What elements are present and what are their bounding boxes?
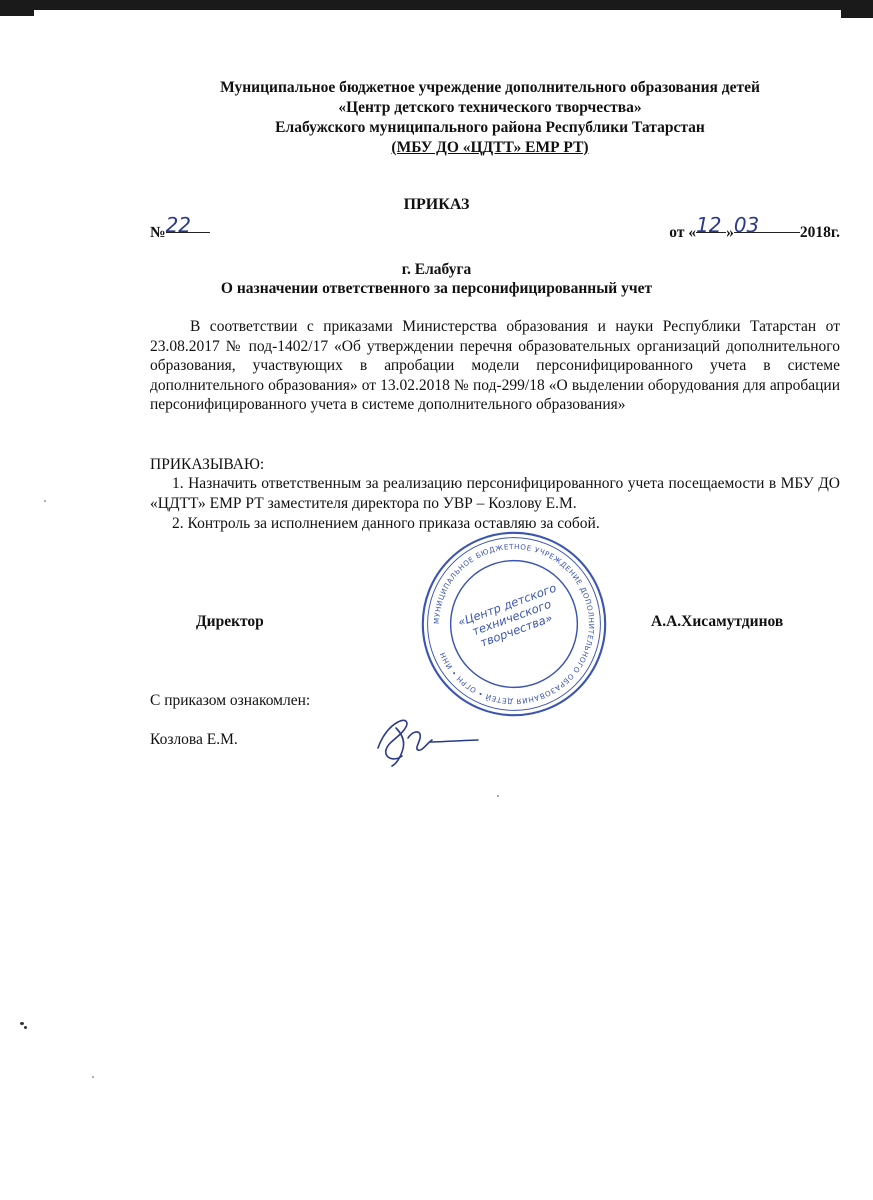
header-line-3: Елабужского муниципального района Республики Татарстан	[275, 119, 705, 136]
director-label: Директор	[196, 613, 264, 630]
scan-speck	[24, 1026, 27, 1029]
order-subject: О назначении ответственного за персонифицированный учет	[220, 280, 653, 297]
order-number	[150, 213, 210, 242]
scan-speck	[497, 795, 499, 797]
header-line-4: (МБУ ДО «ЦДТТ» ЕМР РТ)	[391, 139, 589, 156]
scan-edge-left	[0, 0, 34, 16]
order-date-day: 12	[696, 213, 722, 237]
order-item-1: 1. Назначить ответственным за реализацию персонифицированного учета посещаемости в МБУ ДО «ЦДТТ» ЕМР РТ заместителя директора по УВР – Козлову Е.М.	[150, 475, 840, 512]
scan-edge-right	[841, 0, 873, 18]
acknowledgement-label: С приказом ознакомлен:	[150, 692, 311, 709]
scan-edge-top	[0, 0, 873, 10]
organization-header	[140, 78, 840, 158]
stamp-ring-text: МУНИЦИПАЛЬНОЕ БЮДЖЕТНОЕ УЧРЕЖДЕНИЕ ДОПОЛНИТЕЛЬНОГО ОБРАЗОВАНИЯ ДЕТЕЙ • ОГРН • ИНН	[432, 542, 596, 706]
order-date-month: 03	[733, 213, 760, 237]
order-date-year: 2018г.	[799, 224, 840, 241]
stamp-center-text: «Центр детского технического творчества»	[456, 581, 559, 650]
employee-name: Козлова Е.М.	[150, 731, 238, 748]
order-date	[669, 213, 840, 242]
order-number-row	[150, 213, 840, 242]
scan-speck	[92, 1076, 94, 1078]
order-title: ПРИКАЗ	[403, 196, 470, 213]
scan-speck	[20, 1022, 24, 1025]
order-date-mid: »	[726, 224, 734, 241]
order-item-2: 2. Контроль за исполнением данного приказа оставляю за собой.	[172, 515, 600, 532]
order-date-prefix: от «	[669, 224, 697, 241]
city: г. Елабуга	[401, 261, 472, 278]
header-line-2: «Центр детского технического творчества»	[338, 99, 642, 116]
director-name: А.А.Хисамутдинов	[651, 613, 784, 630]
scan-speck	[44, 500, 46, 502]
header-line-1: Муниципальное бюджетное учреждение дополнительного образования детей	[220, 79, 760, 96]
employee-signature	[372, 708, 482, 770]
order-number-label: №	[150, 224, 166, 241]
order-preamble: В соответствии с приказами Министерства образования и науки Республики Татарстан от 23.08.2017 № под-1402/17 «Об утверждении перечня образовательных организаций дополнительного образования, участвующих в апробации модели персонифицированного учета в системе дополнительного образования» от 13.02.2018 № под-299/18 «О выделении оборудования для апробации персонифицированного учета в системе дополнительного образования»	[150, 318, 840, 413]
order-word: ПРИКАЗЫВАЮ:	[150, 456, 265, 473]
order-number-value: 22	[165, 213, 192, 237]
organization-stamp	[418, 528, 610, 720]
